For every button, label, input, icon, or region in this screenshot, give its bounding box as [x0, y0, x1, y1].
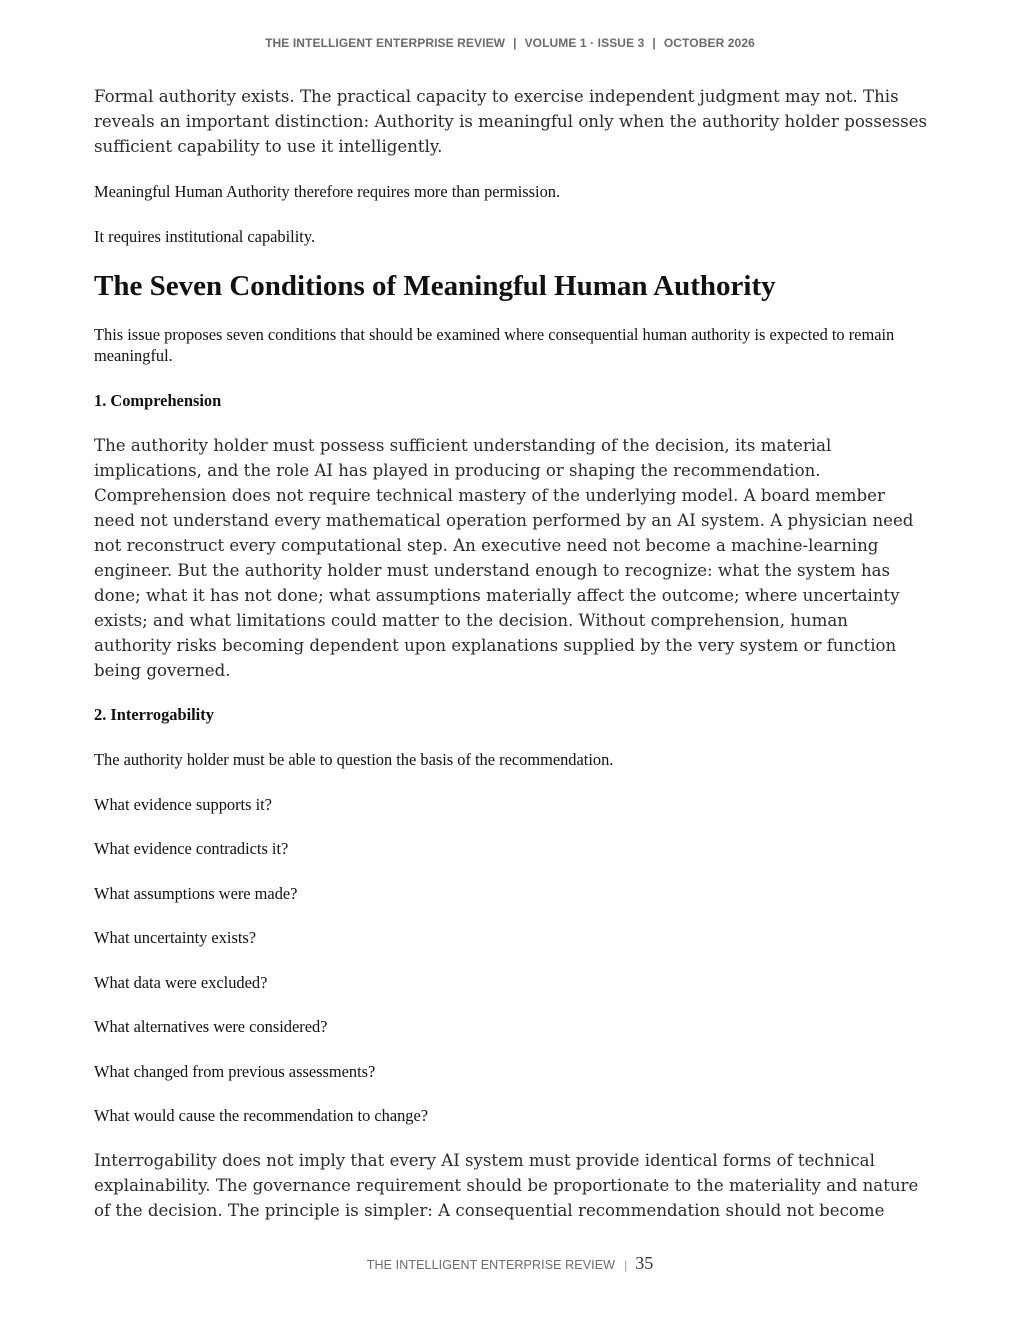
header-separator: |	[652, 36, 656, 50]
footer-publication: THE INTELLIGENT ENTERPRISE REVIEW	[366, 1258, 616, 1272]
article-body	[94, 84, 930, 1223]
running-footer	[0, 1253, 1020, 1274]
condition-1-heading: 1. Comprehension	[94, 391, 222, 410]
question-item: What assumptions were made?	[94, 884, 298, 903]
condition-2-intro: The authority holder must be able to question the basis of the recommendation.	[94, 750, 614, 769]
page-number: 35	[635, 1253, 654, 1273]
question-item: What data were excluded?	[94, 973, 268, 992]
condition-2-text: Interrogability does not imply that every AI system must provide identical forms of technical explainability. The governance requirement should be proportionate to the materiality and nature of the decision. The principle is simpler: A consequential recommendation should not become	[94, 1151, 919, 1220]
header-separator: |	[513, 36, 517, 50]
running-header	[0, 36, 1020, 50]
capability-line: It requires institutional capability.	[94, 227, 316, 246]
condition-2-heading: 2. Interrogability	[94, 705, 214, 724]
question-item: What evidence supports it?	[94, 795, 272, 814]
footer-separator: |	[624, 1258, 628, 1272]
question-item: What alternatives were considered?	[94, 1017, 328, 1036]
permission-line: Meaningful Human Authority therefore requires more than permission.	[94, 182, 561, 201]
intro-paragraph: Formal authority exists. The practical capacity to exercise independent judgment may not. This reveals an important distinction: Authority is meaningful only when the authority holder possesses sufficient capability to use it intelligently.	[94, 87, 928, 156]
header-date: OCTOBER 2026	[663, 36, 755, 50]
header-publication: THE INTELLIGENT ENTERPRISE REVIEW	[265, 36, 506, 50]
section-intro: This issue proposes seven conditions that should be examined where consequential human authority is expected to remain meaningful.	[94, 325, 895, 365]
question-item: What changed from previous assessments?	[94, 1062, 376, 1081]
header-issue: VOLUME 1 · ISSUE 3	[524, 36, 645, 50]
question-item: What would cause the recommendation to change?	[94, 1106, 429, 1125]
question-item: What uncertainty exists?	[94, 928, 257, 947]
section-heading: The Seven Conditions of Meaningful Human Authority	[94, 270, 776, 302]
condition-1-text: The authority holder must possess sufficient understanding of the decision, its material implications, and the role AI has played in producing or shaping the recommendation. Comprehension does not require technical mastery of the underlying model. A board member need not understand every mathematical operation performed by an AI system. A physician need not reconstruct every computational step. An executive need not become a machine-learning engineer. But the authority holder must understand enough to recognize: what the system has done; what it has not done; what assumptions materially affect the outcome; where uncertainty exists; and what limitations could matter to the decision. Without comprehension, human authority risks becoming dependent upon explanations supplied by the very system or function being governed.	[94, 436, 914, 680]
question-item: What evidence contradicts it?	[94, 839, 289, 858]
